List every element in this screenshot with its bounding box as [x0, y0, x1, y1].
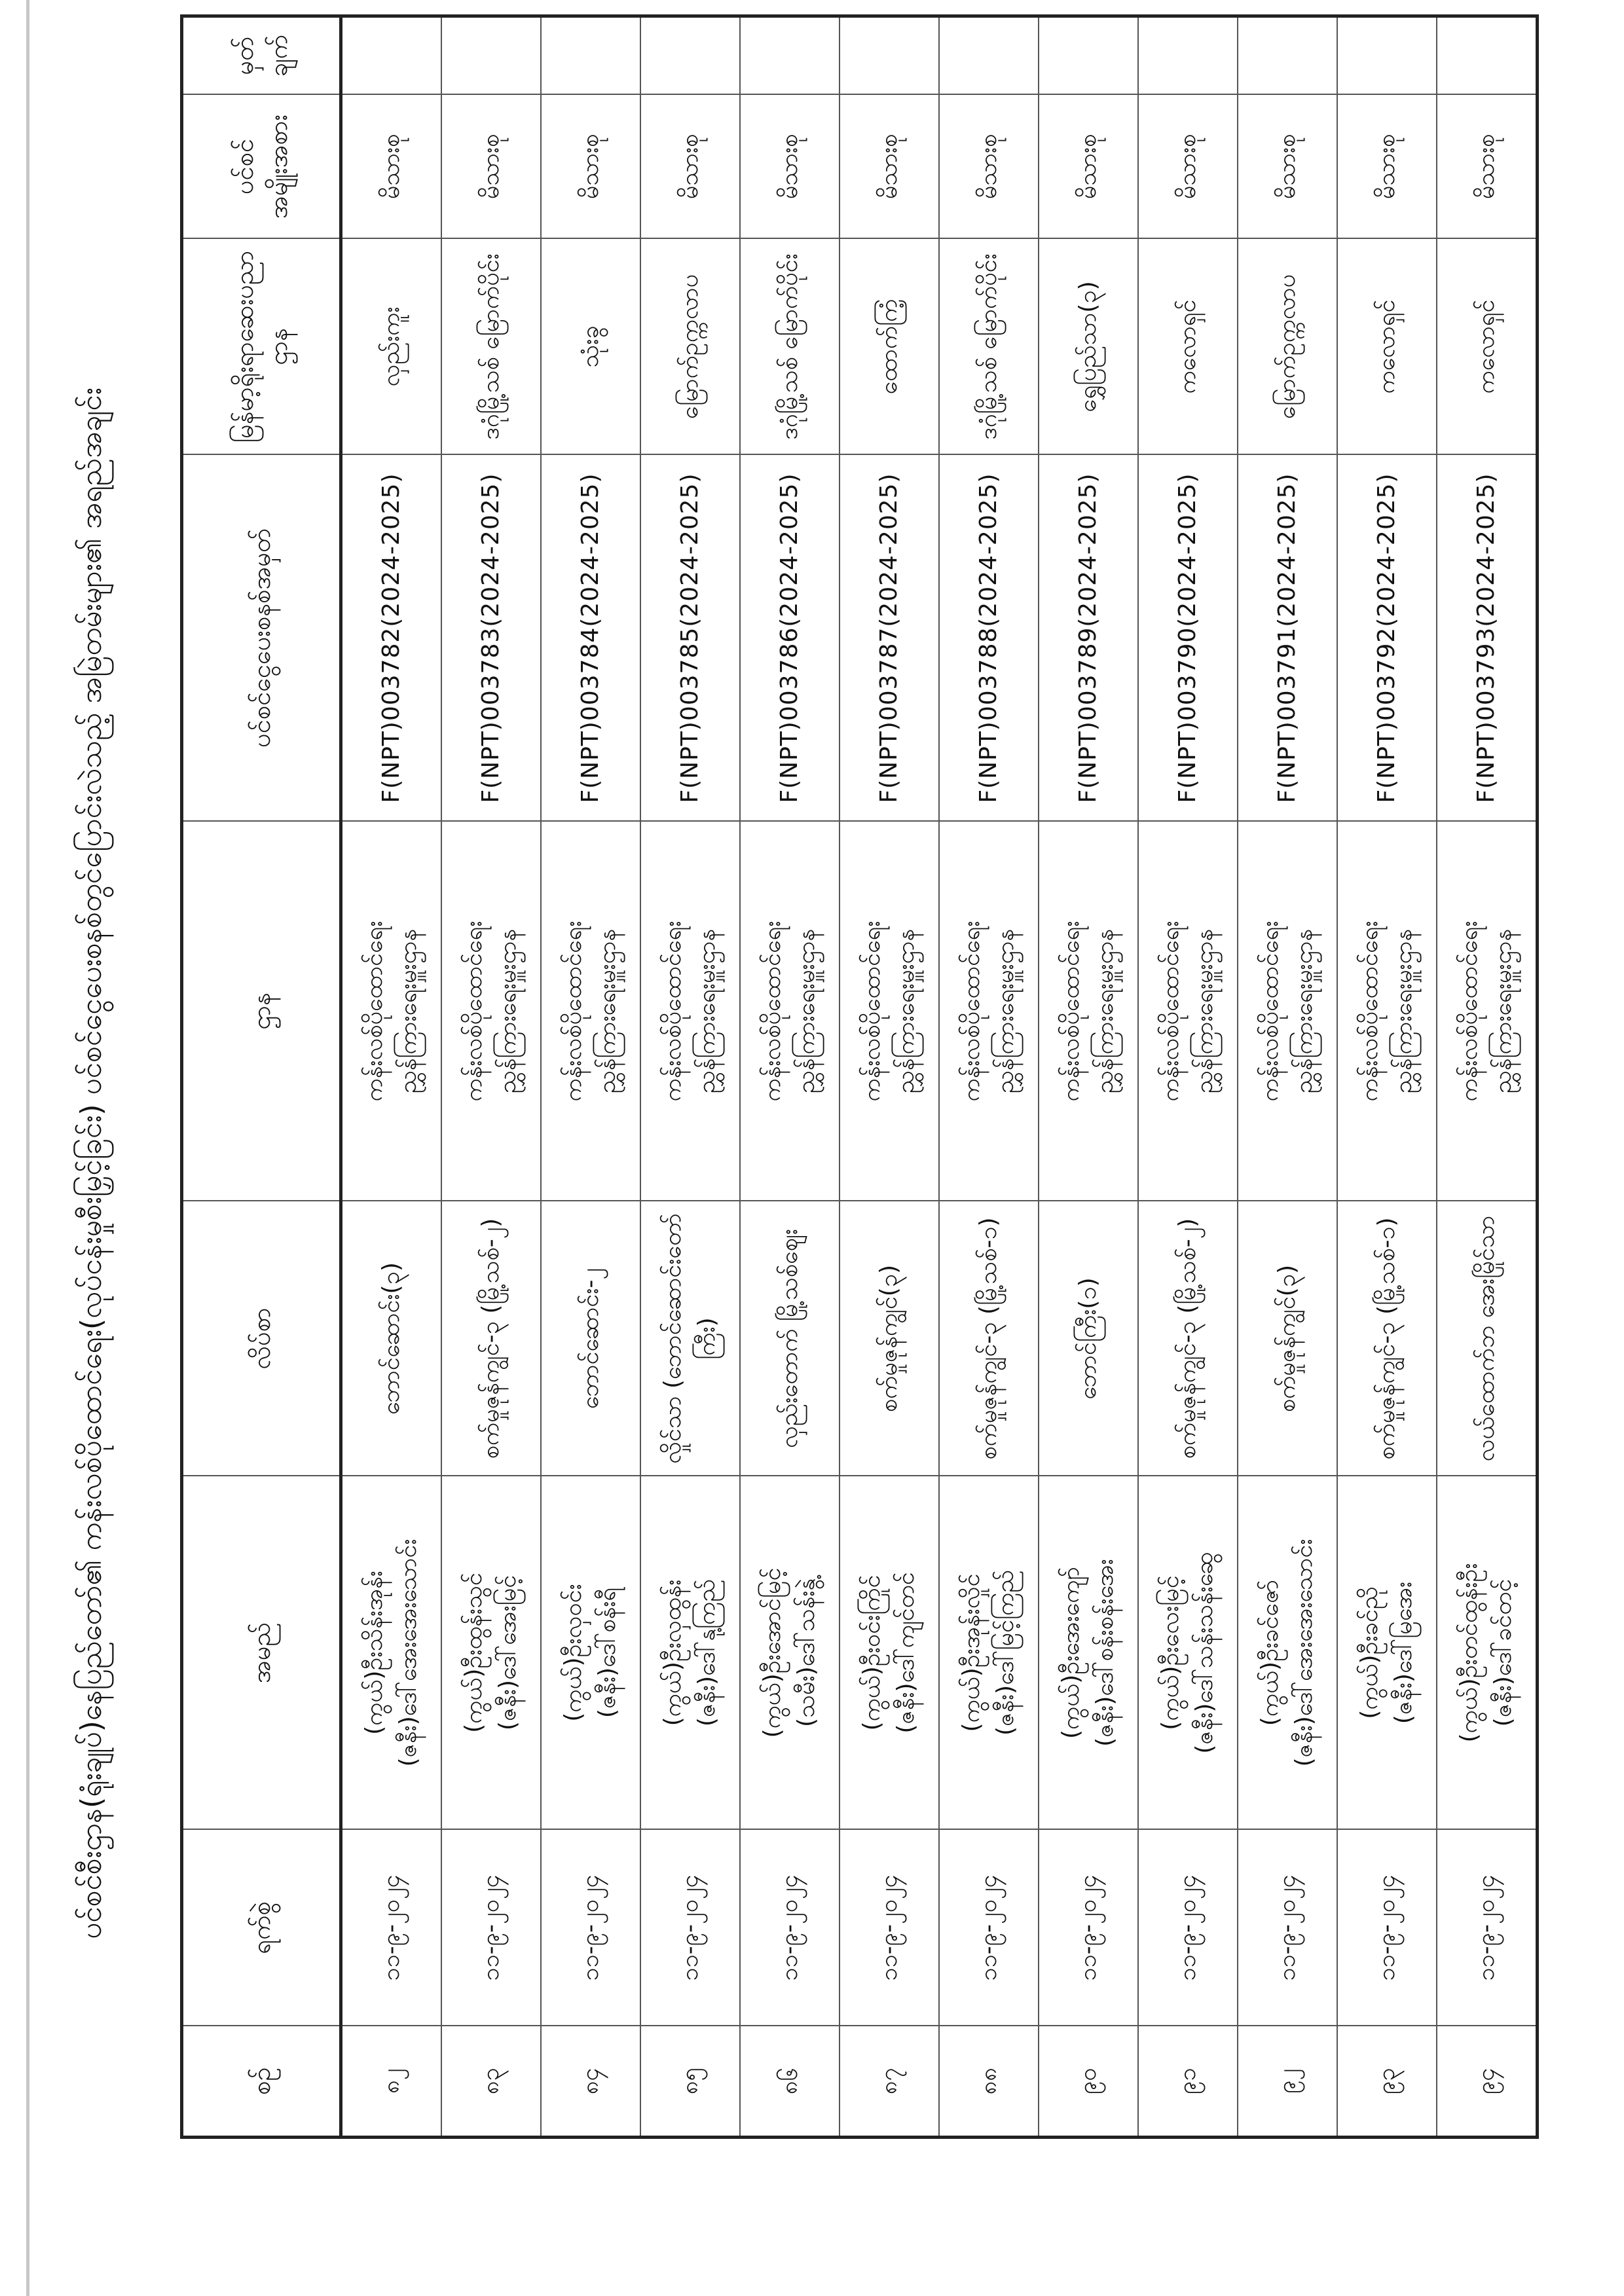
cell-address: စက်မှုဇုန်ကျွင်(၃)	[840, 1201, 939, 1476]
cell-date: ၁၁-၉-၂၀၂၄	[541, 1830, 640, 2026]
cell-no: ၉၄	[1437, 2026, 1538, 2138]
cell-township	[1138, 822, 1238, 1201]
cell-origin: ဒဂုံမြို့သစ် မြောက်ပိုင်း	[939, 239, 1039, 455]
cell-township	[1337, 822, 1437, 1201]
cell-origin: လှည်းကူး	[341, 239, 442, 455]
cell-certificate: F(NPT)003789(2024-2025)	[1039, 455, 1138, 822]
cell-type: မိသားစု	[441, 95, 541, 239]
cell-certificate: F(NPT)003787(2024-2025)	[840, 455, 939, 822]
cell-township-line2: ညွှန်ကြားရေးမှူးဌာန	[594, 928, 621, 1094]
cell-township-line1: ကန်းလစ်ပိုထောင်ရေး	[460, 920, 487, 1102]
cell-township-line1: ကန်းလစ်ပိုထောင်ရေး	[1058, 920, 1084, 1102]
cell-name-line1: (ကွယ်)ဦးလေးမြင့်	[1157, 1575, 1184, 1730]
cell-remarks	[1039, 16, 1138, 95]
cell-address: စက်မှုဇုန်ကျွင်-၃ (မြို့သစ်-၁)	[939, 1201, 1039, 1476]
header-address: လိပ်စာ	[182, 1201, 341, 1476]
cell-date: ၁၁-၉-၂၀၂၄	[640, 1830, 740, 2026]
cell-date: ၁၁-၉-၂၀၂၄	[939, 1830, 1039, 2026]
cell-type: မိသားစု	[1238, 95, 1337, 239]
cell-township-line2: ညွှန်ကြားရေးမှူးဌာန	[793, 928, 820, 1094]
cell-name-line1: (ကွယ်)ဦးခင်ဇော်	[1257, 1579, 1283, 1726]
cell-name	[1138, 1476, 1238, 1830]
cell-name-line2: (ဇနီး)ဒေါ်စန်းရီ	[594, 1587, 621, 1719]
cell-certificate: F(NPT)003788(2024-2025)	[939, 455, 1039, 822]
cell-name	[341, 1476, 442, 1830]
cell-name-line2: (ဇနီး)ဒေါ်ကျင်တင်	[893, 1572, 919, 1734]
cell-remarks	[1437, 16, 1538, 95]
cell-address: စက်မှုဇုန်ကျွင်-၃ (မြို့သစ်-၂)	[1138, 1201, 1238, 1476]
cell-certificate: F(NPT)003783(2024-2025)	[441, 455, 541, 822]
table-row	[341, 16, 442, 2138]
cell-remarks	[740, 16, 840, 95]
table-row	[840, 16, 939, 2138]
cell-date: ၁၁-၉-၂၀၂၄	[1437, 1830, 1538, 2026]
cell-township-line1: ကန်းလစ်ပိုထောင်ရေး	[858, 920, 885, 1102]
cell-address: စက်မှုဇုန်ကျွင်-၃ (မြို့သစ်-၂)	[441, 1201, 541, 1476]
header-type-line2: အမျိုးအစား	[264, 114, 293, 219]
cell-certificate: F(NPT)003793(2024-2025)	[1437, 455, 1538, 822]
cell-name-line1: (ကွယ်)ဦးအောင်မြင့်	[759, 1567, 786, 1738]
cell-name-line1: (ကွယ်)ဦးလှထွန်း	[659, 1579, 686, 1726]
cell-remarks	[441, 16, 541, 95]
cell-name-line2: (ဇနီး)ဒေါ်အေးအေးသောင်း	[1291, 1539, 1318, 1767]
cell-name-line2: (ဇနီး)ဒေါ်ခင်တင့်	[1490, 1578, 1517, 1727]
cell-remarks	[541, 16, 640, 95]
table-row	[1039, 16, 1138, 2138]
cell-township	[1238, 822, 1337, 1201]
cell-no: ၈၆	[740, 2026, 840, 2138]
header-no: စဉ်	[182, 2026, 341, 2138]
cell-township	[341, 822, 442, 1201]
cell-address: လယ်ထောက်ဘ အေးမြိုင်သာ	[1437, 1201, 1538, 1476]
cell-township-line2: ညွှန်ကြားရေးမှူးဌာန	[1390, 928, 1417, 1094]
cell-township	[541, 822, 640, 1201]
cell-name-line2: (ဇနီး)ဒေါ်အေးအေးသောင်း	[395, 1539, 422, 1767]
cell-name	[640, 1476, 740, 1830]
cell-remarks	[341, 16, 442, 95]
header-origin: မြန်မာ့ရိုးရာဆေးပညာ ဌာန	[182, 239, 341, 455]
cell-remarks	[1138, 16, 1238, 95]
cell-address: လှိုင်သာ (ဘောင်ဆောင်းတော်ကြီး)	[640, 1201, 740, 1476]
cell-name-line2: (ဇနီး)ဒေါ်သန်းသန်းဆွေ	[1191, 1552, 1218, 1754]
cell-certificate: F(NPT)003792(2024-2025)	[1337, 455, 1437, 822]
header-type-line1: ပင်စင်	[230, 138, 259, 195]
cell-township-line2: ညွှန်ကြားရေးမှူးဌာန	[693, 928, 720, 1094]
table-row	[541, 16, 640, 2138]
cell-date: ၁၁-၉-၂၀၂၄	[1039, 1830, 1138, 2026]
cell-township	[840, 822, 939, 1201]
cell-township-line1: ကန်းလစ်ပိုထောင်ရေး	[560, 920, 587, 1102]
cell-name	[939, 1476, 1039, 1830]
cell-name-line2: (ဇနီး)ဒေါ်မြအေး	[1390, 1581, 1417, 1724]
cell-township	[1437, 822, 1538, 1201]
header-certificate: ပင်စင်ငွေပေးစနစ်အမှတ်	[182, 455, 341, 822]
cell-date: ၁၁-၉-၂၀၂၄	[341, 1830, 442, 2026]
cell-township	[939, 822, 1039, 1201]
table-row	[1437, 16, 1538, 2138]
cell-name-line1: (ကွယ်)ဦးအေးကျော်	[1058, 1567, 1084, 1739]
cell-no: ၈၈	[939, 2026, 1039, 2138]
cell-certificate: F(NPT)003790(2024-2025)	[1138, 455, 1238, 822]
cell-certificate: F(NPT)003784(2024-2025)	[541, 455, 640, 822]
cell-origin: သုံးခွ	[541, 239, 640, 455]
cell-township-line2: ညွှန်ကြားရေးမှူးဌာန	[1291, 928, 1318, 1094]
cell-name-line1: (ကွယ်)ဦးအုန်းလှိုင်	[958, 1573, 985, 1732]
cell-type: မိသားစု	[1039, 95, 1138, 239]
cell-name	[441, 1476, 541, 1830]
cell-name-line1: (ကွယ်)ဦးသိန်းအုန်း	[361, 1571, 388, 1735]
cell-name-line2: (သမီး)ဒေါ်သန်းနွဲ့	[793, 1578, 820, 1727]
cell-no: ၈၇	[840, 2026, 939, 2138]
cell-type: မိသားစု	[341, 95, 442, 239]
cell-address: စက်မှုဇုန်ကျွင်-၃ (မြို့သစ်-၁)	[1337, 1201, 1437, 1476]
table-row	[740, 16, 840, 2138]
pension-table	[180, 14, 1539, 2139]
header-name: အမည်	[182, 1476, 341, 1830]
cell-certificate: F(NPT)003786(2024-2025)	[740, 455, 840, 822]
cell-type: မိသားစု	[740, 95, 840, 239]
cell-date: ၁၁-၉-၂၀၂၄	[1337, 1830, 1437, 2026]
cell-no: ၉၂	[1238, 2026, 1337, 2138]
cell-name-line1: (ကွယ်)ဦးလှဝင်း	[560, 1584, 587, 1722]
cell-township-line2: ညွှန်ကြားရေးမှူးဌာန	[395, 928, 422, 1094]
cell-name-line1: (ကွယ်)ဦးတင်ထွန်းဦး	[1456, 1563, 1483, 1743]
cell-name	[541, 1476, 640, 1830]
cell-no: ၈၅	[640, 2026, 740, 2138]
table-row	[939, 16, 1039, 2138]
table-row	[640, 16, 740, 2138]
cell-township-line1: ကန်းလစ်ပိုထောင်ရေး	[958, 920, 985, 1102]
cell-date: ၁၁-၉-၂၀၂၄	[441, 1830, 541, 2026]
cell-name-line1: (ကွယ်)ဦးခင်ညို	[1356, 1586, 1383, 1719]
table-row	[1238, 16, 1337, 2138]
cell-origin: ရွှေပြည်သာ(၃)	[1039, 239, 1138, 455]
cell-certificate: F(NPT)003791(2024-2025)	[1238, 455, 1337, 822]
table-row	[1337, 16, 1437, 2138]
cell-township-line1: ကန်းလစ်ပိုထောင်ရေး	[1456, 920, 1483, 1102]
cell-origin: ကလောရှင်	[1437, 239, 1538, 455]
cell-address: ဘောင်ကြီး(၁)	[1039, 1201, 1138, 1476]
cell-address: ဘောင်ဆောင်း(၃)	[341, 1201, 442, 1476]
cell-date: ၁၁-၉-၂၀၂၄	[1138, 1830, 1238, 2026]
cell-origin: မြောက်ဥက္ကလာပ	[1238, 239, 1337, 455]
cell-name-line1: (ကွယ်)ဦးထွန်းသွင်	[460, 1573, 487, 1733]
cell-no: ၉၀	[1039, 2026, 1138, 2138]
cell-type: မိသားစု	[840, 95, 939, 239]
cell-no: ၈၃	[441, 2026, 541, 2138]
cell-origin: ကလောရှင်	[1138, 239, 1238, 455]
cell-type: မိသားစု	[1138, 95, 1238, 239]
cell-remarks	[1337, 16, 1437, 95]
cell-origin: မြောက်ဥက္ကလာပ	[640, 239, 740, 455]
cell-remarks	[640, 16, 740, 95]
cell-name	[840, 1476, 939, 1830]
cell-name-line2: (ဇနီး)ဒေါ်အေးမြင့်	[494, 1575, 521, 1731]
cell-township	[640, 822, 740, 1201]
cell-type: မိသားစု	[1437, 95, 1538, 239]
cell-name-line1: (ကွယ်)ဦးဝင်းကြိုင်	[858, 1575, 885, 1731]
cell-no: ၈၂	[341, 2026, 442, 2138]
cell-township	[1039, 822, 1138, 1201]
cell-township-line1: ကန်းလစ်ပိုထောင်ရေး	[1157, 920, 1184, 1102]
header-township: ဌာန	[182, 822, 341, 1201]
cell-origin: ထောက်ကြံ့	[840, 239, 939, 455]
cell-township-line2: ညွှန်ကြားရေးမှူးဌာန	[893, 928, 919, 1094]
cell-origin: ဒဂုံမြို့သစ် မြောက်ပိုင်း	[740, 239, 840, 455]
cell-name	[1337, 1476, 1437, 1830]
cell-name-line2: (ဇနီး)ဒေါ်မြင့်ကြည်	[992, 1569, 1019, 1736]
cell-township-line1: ကန်းလစ်ပိုထောင်ရေး	[1257, 920, 1283, 1102]
cell-date: ၁၁-၉-၂၀၂၄	[740, 1830, 840, 2026]
cell-name-line2: (ဇနီး)ဒေါ်နု့ကြည်	[693, 1578, 720, 1727]
cell-type: မိသားစု	[1337, 95, 1437, 239]
cell-township-line2: ညွှန်ကြားရေးမှူးဌာန	[494, 928, 521, 1094]
cell-remarks	[939, 16, 1039, 95]
cell-no: ၉၃	[1337, 2026, 1437, 2138]
cell-type: မိသားစု	[640, 95, 740, 239]
header-remarks	[182, 16, 341, 95]
cell-name	[1238, 1476, 1337, 1830]
header-date: ရက်စွဲ	[182, 1830, 341, 2026]
cell-name	[740, 1476, 840, 1830]
cell-township-line1: ကန်းလစ်ပိုထောင်ရေး	[1356, 920, 1383, 1102]
cell-certificate: F(NPT)003785(2024-2025)	[640, 455, 740, 822]
cell-township-line2: ညွှန်ကြားရေးမှူးဌာန	[1490, 928, 1517, 1094]
cell-no: ၈၄	[541, 2026, 640, 2138]
cell-date: ၁၁-၉-၂၀၂၄	[840, 1830, 939, 2026]
document-title: ပင်စင်စီးဌာန(ရုံးချုပ်)နေပြည်တော်၏ ကန်းလစ်ပိုထောင်ရေး(လုပ်ငန်းမှုစီးမြှင့်ခြင်း) ပင်စင်ငွေပေးစနစ်တွင်ပြောင်းလဲသည့် အမြဲတမ်းများ၏ အရည်အချင်း	[75, 388, 108, 1939]
cell-origin: ဒဂုံမြို့သစ် မြောက်ပိုင်း	[441, 239, 541, 455]
cell-remarks	[840, 16, 939, 95]
cell-origin: ကလောရှင်	[1337, 239, 1437, 455]
cell-township-line1: ကန်းလစ်ပိုထောင်ရေး	[759, 920, 786, 1102]
cell-name	[1437, 1476, 1538, 1830]
cell-township	[441, 822, 541, 1201]
header-remarks-line1: မှတ်	[230, 36, 259, 75]
cell-township-line2: ညွှန်ကြားရေးမှူးဌာန	[992, 928, 1019, 1094]
cell-type: မိသားစု	[541, 95, 640, 239]
cell-address: စက်မှုဇုန်ကျွင်(၃)	[1238, 1201, 1337, 1476]
table-row	[1138, 16, 1238, 2138]
cell-township	[740, 822, 840, 1201]
cell-type: မိသားစု	[939, 95, 1039, 239]
cell-township-line2: ညွှန်ကြားရေးမှူးဌာန	[1191, 928, 1218, 1094]
table-row	[441, 16, 541, 2138]
header-row	[182, 16, 341, 2138]
header-type	[182, 95, 341, 239]
cell-township-line1: ကန်းလစ်ပိုထောင်ရေး	[361, 920, 388, 1102]
cell-date: ၁၁-၉-၂၀၂၄	[1238, 1830, 1337, 2026]
cell-address: ဘောင်ဆောင်း-၂	[541, 1201, 640, 1476]
cell-no: ၉၁	[1138, 2026, 1238, 2138]
cell-township-line1: ကန်းလစ်ပိုထောင်ရေး	[659, 920, 686, 1102]
cell-address: လှည်းတောက် မြို့သစ်ဈေး	[740, 1201, 840, 1476]
cell-township-line2: ညွှန်ကြားရေးမှူးဌာန	[1092, 928, 1118, 1094]
cell-name-line2: (ဇနီး)ဒေါ်စန်းစန်းအေး	[1092, 1559, 1118, 1747]
cell-certificate: F(NPT)003782(2024-2025)	[341, 455, 442, 822]
cell-remarks	[1238, 16, 1337, 95]
cell-name	[1039, 1476, 1138, 1830]
header-remarks-line2: ချက်	[264, 34, 293, 77]
